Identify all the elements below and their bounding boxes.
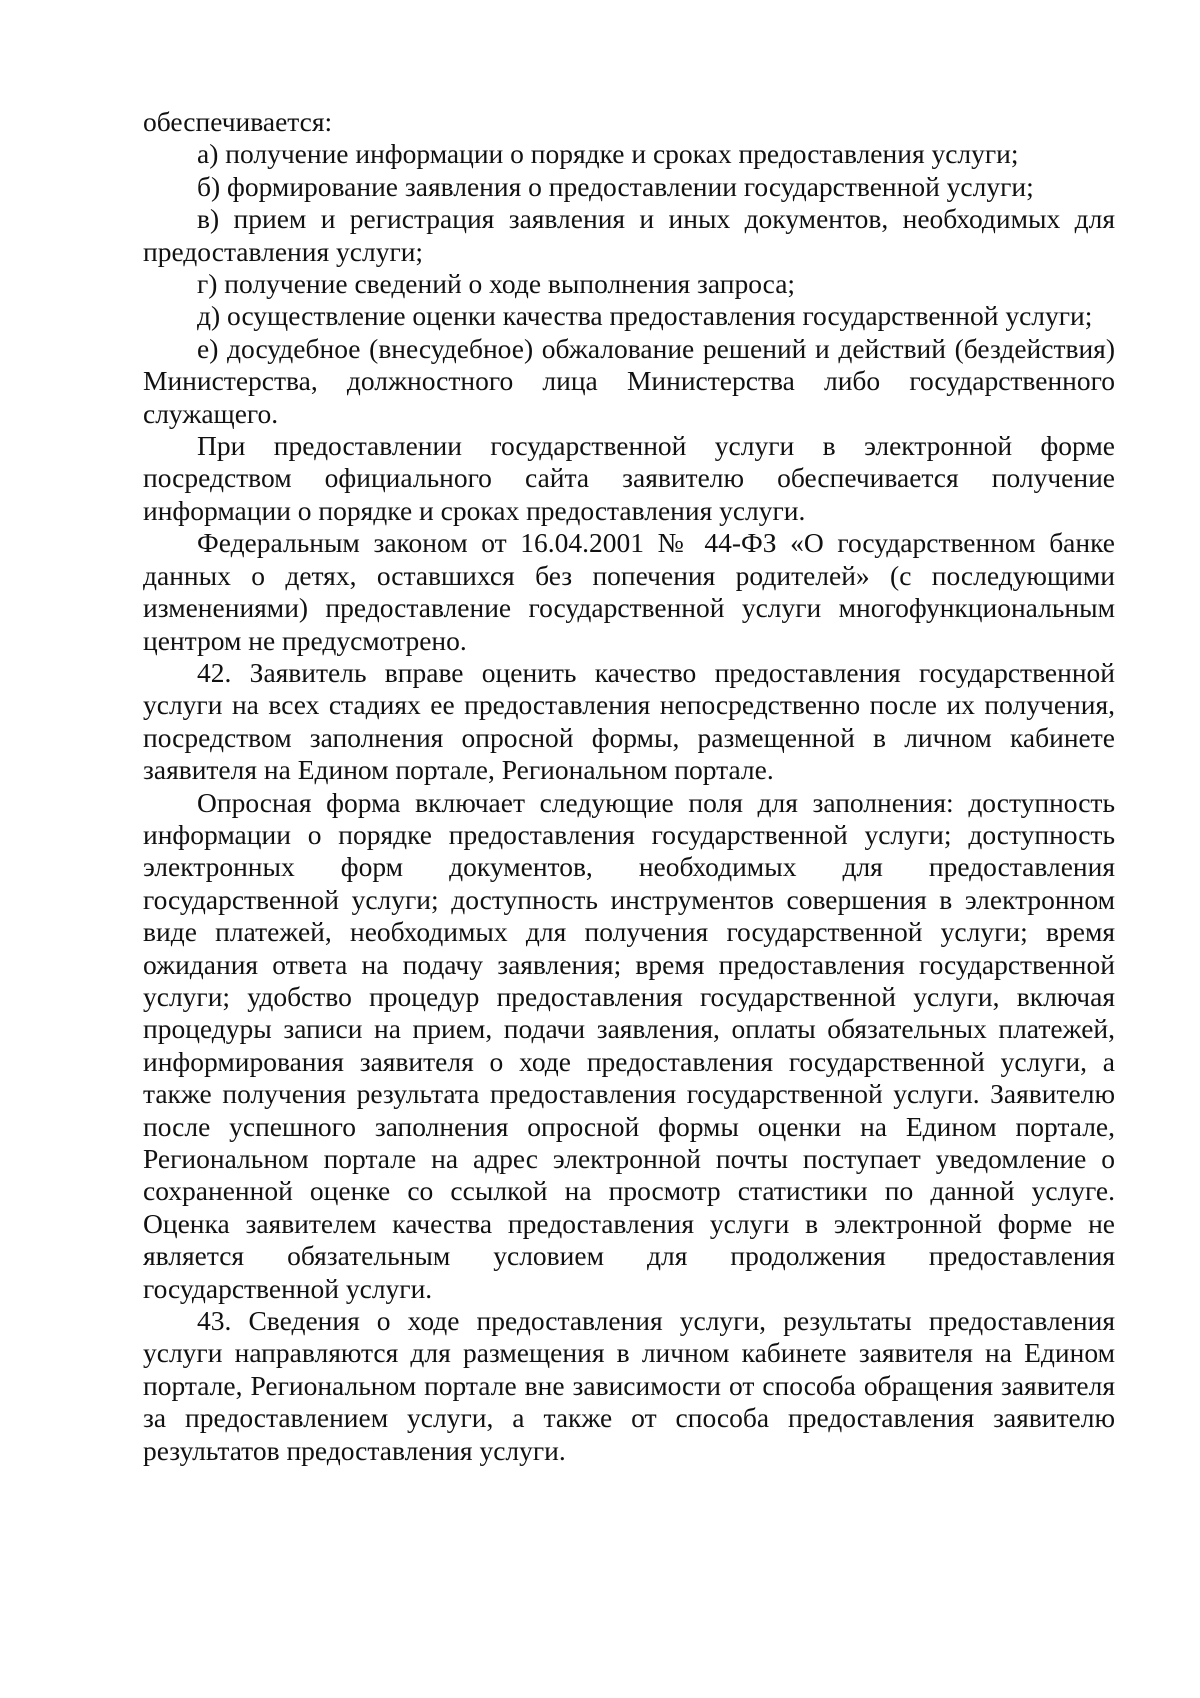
paragraph-42: 42. Заявитель вправе оценить качество предоставления государственной услуги на всех стадиях ее предоставления непосредственно после их получения, посредством заполнения опросной формы, размещенной в личном кабинете заявителя на Едином портале, Региональном портале. [143,656,1115,786]
paragraph-federal-law: Федеральным законом от 16.04.2001 № 44-ФЗ «О государственном банке данных о детях, оставшихся без попечения родителей» (с последующими изменениями) предоставление государственной услуги многофункциональным центром не предусмотрено. [143,527,1115,656]
list-item-b: б) формирование заявления о предоставлении государственной услуги; [197,170,1034,202]
list-item-d: д) осуществление оценки качества предоставления государственной услуги; [197,300,1093,332]
paragraph-43: 43. Сведения о ходе предоставления услуги, результаты предоставления услуги направляются для размещения в личном кабинете заявителя на Едином портале, Региональном портале вне зависимости от способа обращения заявителя за предоставлением услуги, а также от способа предоставления заявителю результатов предоставления услуги. [143,1305,1115,1466]
list-item-v: в) прием и регистрация заявления и иных документов, необходимых для предоставления услуги; [143,203,1115,267]
list-item-a: а) получение информации о порядке и сроках предоставления услуги; [197,138,1019,170]
paragraph-survey-form: Опросная форма включает следующие поля для заполнения: доступность информации о порядке предоставления государственной услуги; доступность электронных форм документов, необходимых для предоставления государственной услуги; доступность инструментов совершения в электронном виде платежей, необходимых для получения государственной услуги; время ожидания ответа на подачу заявления; время предоставления государственной услуги; удобство процедур предоставления государственной услуги, включая процедуры записи на прием, подачи заявления, оплаты обязательных платежей, информирования заявителя о ходе предоставления государственной услуги, а также получения результата предоставления государственной услуги. Заявителю после успешного заполнения опросной формы оценки на Едином портале, Региональном портале на адрес электронной почты поступает уведомление о сохраненной оценке со ссылкой на просмотр статистики по данной услуге. Оценка заявителем качества предоставления услуги в электронной форме не является обязательным условием для продолжения предоставления государственной услуги. [143,786,1115,1304]
list-item-g: г) получение сведений о ходе выполнения запроса; [197,268,796,300]
document-page [143,106,1115,1467]
paragraph-continuation: обеспечивается: [143,106,333,137]
paragraph-official-site: При предоставлении государственной услуги в электронной форме посредством официального сайта заявителю обеспечивается получение информации о порядке и сроках предоставления услуги. [143,430,1115,526]
list-item-e: е) досудебное (внесудебное) обжалование решений и действий (бездействия) Министерства, должностного лица Министерства либо государственного служащего. [143,332,1115,429]
